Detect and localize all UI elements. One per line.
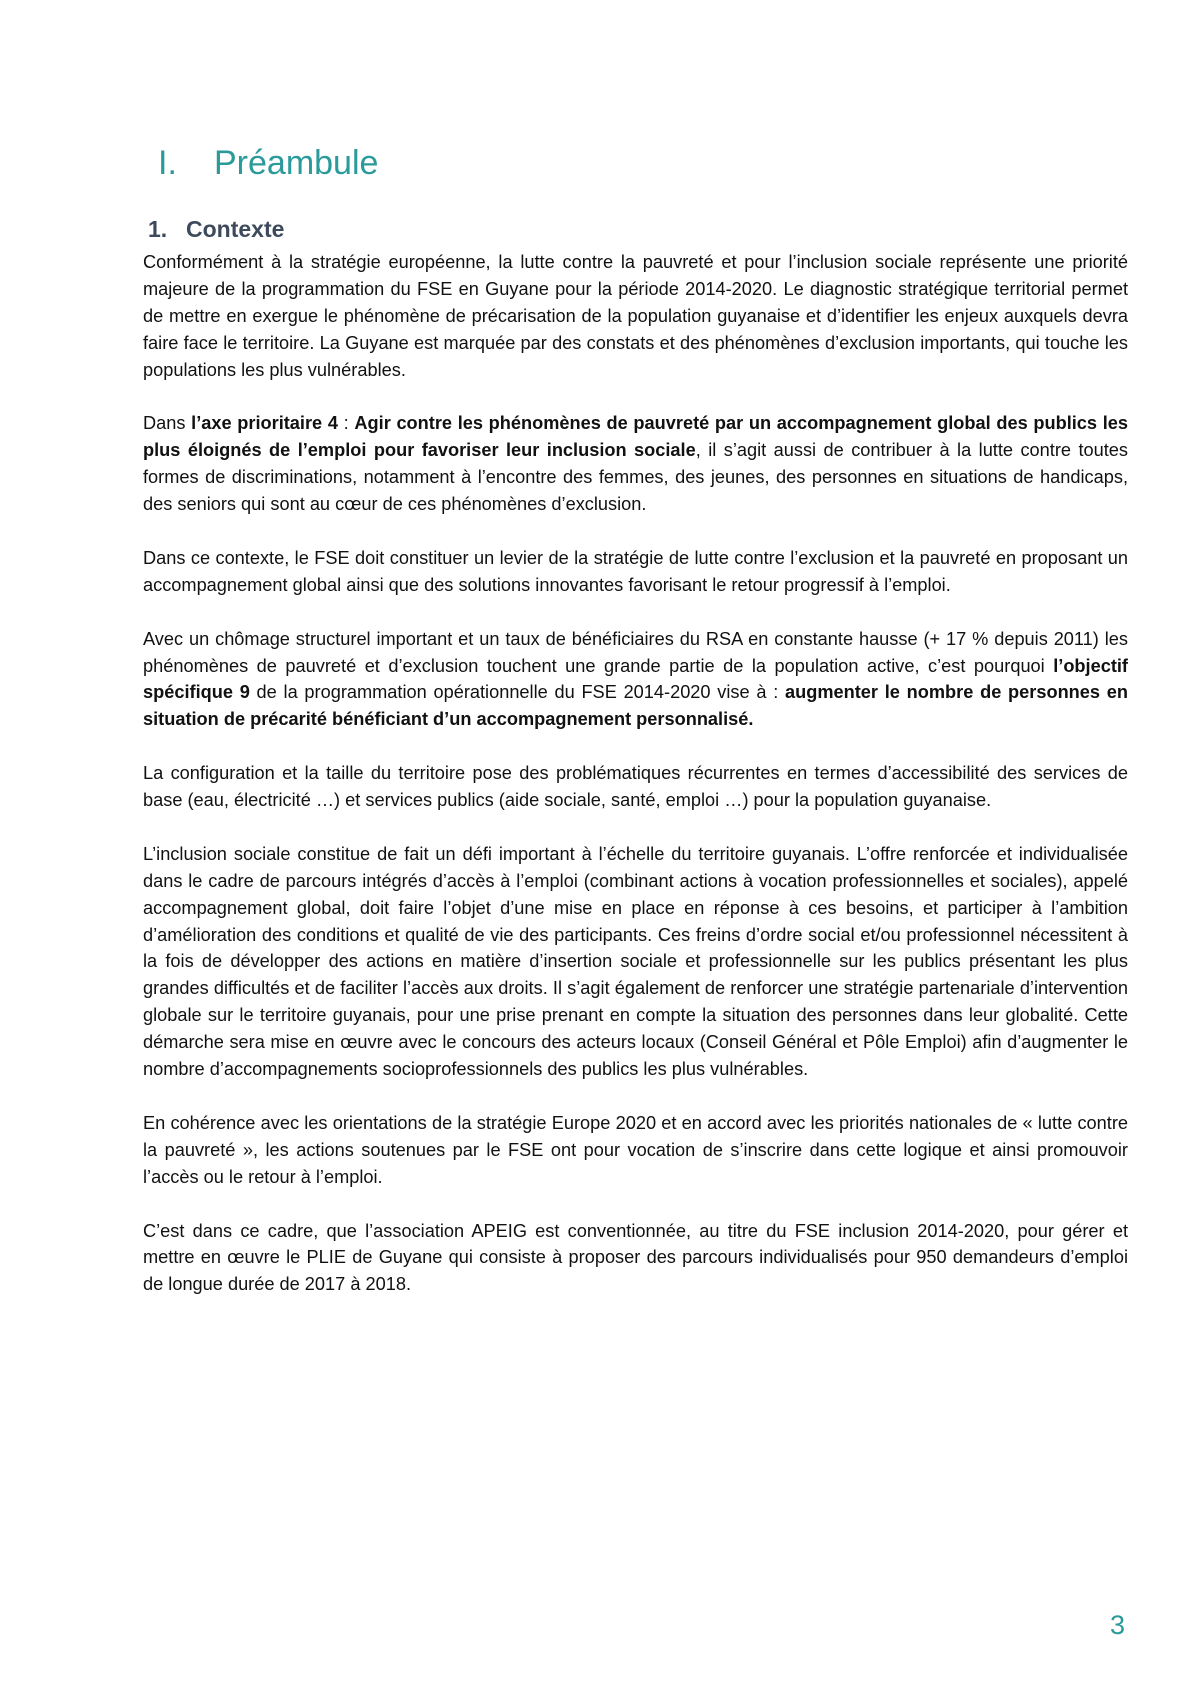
paragraph-6: L’inclusion sociale constitue de fait un défi important à l’échelle du territoire guyanais. L’offre renforcée et individualisée dans le cadre de parcours intégrés d’accès à l’emploi (combinant actions à vocation professionnelles et sociales), appelé accompagnement global, doit faire l’objet d’une mise en place en réponse à ces besoins, et participer à l’ambition d’amélioration des conditions et qualité de vie des participants. Ces freins d’ordre social et/ou professionnel nécessitent à la fois de développer des actions en matière d’insertion sociale et professionnelle sur les publics présentant les plus grandes difficultés et de faciliter l’accès aux droits. Il s’agit également de renforcer une stratégie partenariale d’intervention globale sur le territoire guyanais, pour une prise prenant en compte la situation des personnes dans leur globalité. Cette démarche sera mise en œuvre avec le concours des acteurs locaux (Conseil Général et Pôle Emploi) afin d’augmenter le nombre d’accompagnements socioprofessionnels des publics les plus vulnérables. [143, 843, 1128, 1080]
paragraph-8: C’est dans ce cadre, que l’association APEIG est conventionnée, au titre du FSE inclusion 2014-2020, pour gérer et mettre en œuvre le PLIE de Guyane qui consiste à proposer des parcours individualisés pour 950 demandeurs d’emploi de longue durée de 2017 à 2018. [143, 1220, 1128, 1295]
paragraph-5: La configuration et la taille du territoire pose des problématiques récurrentes en termes d’accessibilité des services de base (eau, électricité …) et services publics (aide sociale, santé, emploi …) pour la population guyanaise. [143, 763, 1128, 811]
paragraph-3: Dans ce contexte, le FSE doit constituer un levier de la stratégie de lutte contre l’exclusion et la pauvreté en proposant un accompagnement global ainsi que des solutions innovantes favorisant le retour progressif à l’emploi. [143, 547, 1128, 595]
subsection-number: 1. [148, 216, 168, 242]
paragraph-2 [143, 410, 1128, 518]
paragraph-2-bold-1: l’axe prioritaire 4 [191, 413, 338, 434]
paragraph-2-text-2: : [337, 413, 355, 434]
paragraph-4-bold-2: augmenter le nombre de personnes en situation de précarité bénéficiant d’un accompagnement personnalisé. [143, 682, 1128, 730]
paragraph-4-text-1: Avec un chômage structurel important et un taux de bénéficiaires du RSA en constante hausse (+ 17 % depuis 2011) les phénomènes de pauvreté et d’exclusion touchent une grande partie de la population active, c’est pourquoi [143, 628, 1128, 676]
paragraph-2-text-1: Dans [143, 413, 192, 434]
paragraph-4 [143, 626, 1128, 734]
paragraph-1: Conformément à la stratégie européenne, la lutte contre la pauvreté et pour l’inclusion sociale représente une priorité majeure de la programmation du FSE en Guyane pour la période 2014-2020. Le diagnostic stratégique territorial permet de mettre en exergue le phénomène de précarisation de la population guyanaise et d’identifier les enjeux auxquels devra faire face le territoire. La Guyane est marquée par des constats et des phénomènes d’exclusion importants, qui touche les populations les plus vulnérables. [143, 252, 1128, 380]
body-text [143, 249, 1128, 1298]
section-heading [158, 144, 378, 183]
subsection-title: Contexte [186, 216, 285, 242]
page-number: 3 [1110, 1610, 1126, 1640]
paragraph-2-text-3: , il s’agit aussi de contribuer à la lutte contre toutes formes de discriminations, notamment à l’encontre des femmes, des jeunes, des personnes en situations de handicaps, des seniors qui sont au cœur de ces phénomènes d’exclusion. [143, 440, 1128, 515]
section-title: Préambule [214, 144, 379, 182]
paragraph-2-bold-2: Agir contre les phénomènes de pauvreté par un accompagnement global des publics les plus éloignés de l’emploi pour favoriser leur inclusion sociale [143, 413, 1128, 461]
subsection-heading [148, 216, 284, 243]
paragraph-4-bold-1: l’objectif spécifique 9 [143, 655, 1128, 703]
section-number: I. [158, 144, 177, 182]
paragraph-4-text-2: de la programmation opérationnelle du FSE 2014-2020 vise à : [249, 682, 786, 703]
paragraph-7: En cohérence avec les orientations de la stratégie Europe 2020 et en accord avec les priorités nationales de « lutte contre la pauvreté », les actions soutenues par le FSE ont pour vocation de s’inscrire dans cette logique et ainsi promouvoir l’accès ou le retour à l’emploi. [143, 1112, 1128, 1187]
